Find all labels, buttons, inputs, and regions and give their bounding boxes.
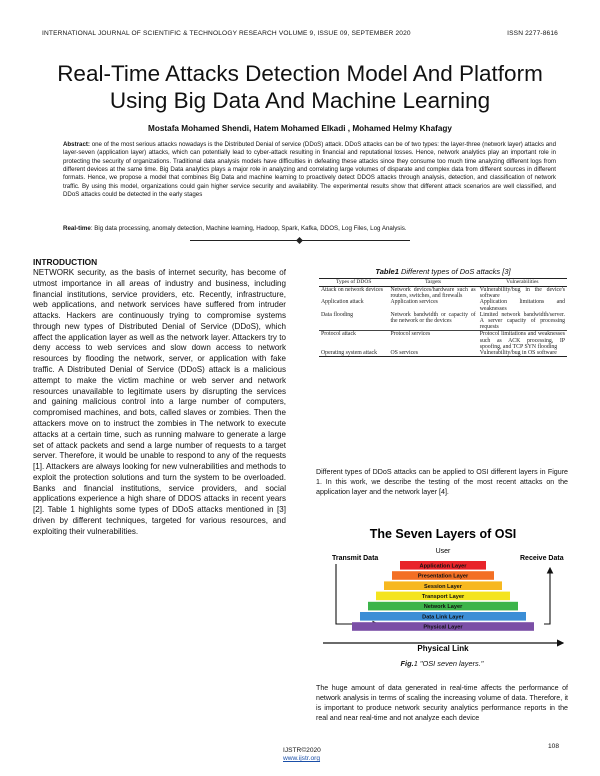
- table-cell: Protocol services: [388, 331, 477, 350]
- figure-caption: [316, 659, 568, 668]
- table-cell: Attack on network devices: [321, 287, 383, 293]
- table-header-cell: Targets: [388, 279, 477, 287]
- table-cell: Network bandwidth or capacity of the network or the devices: [390, 311, 476, 325]
- table-cell: OS services: [388, 350, 477, 357]
- table-header-cell: Vulnerabilities: [478, 279, 567, 287]
- osi-layer-label: Network Layer: [423, 604, 463, 611]
- abstract-text: one of the most serious attacks nowadays is the Distributed Denial of service (DDoS) attack. DDoS attacks can be of two types: the layer-three (network layer) attacks and layer-seven (application layer) attacks, which can potentially lead to cyber-attack resulting in financial and reputational losses. Hence, network analytics play an important role in protecting the security of organizations. Traditional data analysis models have difficulties in defeating these attacks since they consume too much time analyzing different logs from different devices at the same time. Big Data analytics plays a major role in analyzing and correlating large volumes of disparate and complex data from different sources in different formats. Hence, we propose a model that combines Big Data and machine learning to proactively detect DDOS attacks through analysis, detection, and classification of network traffic. By using this model, organizations could gain higher service security and availability. The experimental results show that different attack scenarios are well classified, and DDoS attacks could be detected in the early stages: [63, 141, 556, 199]
- table-row: [319, 331, 567, 350]
- osi-transmit-label: Transmit Data: [332, 555, 379, 562]
- osi-layer-label: Presentation Layer: [417, 573, 469, 580]
- osi-layer-label: Session Layer: [424, 583, 462, 590]
- table-row: [319, 312, 567, 331]
- table-cell: Limited network bandwidth/server. A server capacity of processing requests: [479, 311, 565, 331]
- osi-layer-label: Data Link Layer: [422, 614, 464, 621]
- journal-name: INTERNATIONAL JOURNAL OF SCIENTIFIC & TECHNOLOGY RESEARCH VOLUME 9, ISSUE 09, SEPTEMBER 2020: [42, 30, 411, 37]
- table-cell: Data flooding: [321, 311, 354, 318]
- keywords: [63, 225, 556, 232]
- osi-user-label: User: [435, 548, 451, 555]
- figure-caption-label: Fig.: [400, 659, 414, 668]
- osi-layer-label: Application Layer: [419, 563, 467, 570]
- ddos-types-table: [319, 278, 567, 357]
- table-caption-text: Different types of DoS attacks [3]: [398, 267, 511, 276]
- abstract-label: Abstract:: [63, 141, 90, 148]
- osi-layer-label: Physical Layer: [423, 624, 463, 631]
- osi-layer-stack: [352, 561, 534, 631]
- table-cell: Protocol limitations and weaknesses such as ACK processing, IP spoofing, and TCP SYN flooding: [479, 331, 565, 350]
- table-cell: Operating system attack: [319, 350, 388, 357]
- osi-receive-label: Receive Data: [520, 555, 564, 562]
- page-number: 108: [548, 743, 560, 750]
- abstract: [63, 141, 556, 199]
- intro-body: NETWORK security, as the basis of internet security, has become of utmost importance in all areas of industry and business, including financial institutions, service providers, etc. Recently, infrastructure, web applications, and network services have suffered from intruder attacks. Hackers are continuously trying to compromise systems through new types of Distributed Denial of Service (DDoS), which affect the application layer as well as the network layer. Attackers try to deny access to web services and slow down access to network resources by flooding the network, server, or application with fake traffic. A Distributed Denial of Service (DDoS) attack is a malicious attempt to make the victim machine or web server and network resources unavailable to legitimate users by disrupting the services and gaining malicious control into a large number of computers, compromised machines, and bots, called slaves or zombies. Then the attackers move on to instruct the zombies in The network to execute attacks at a certain time, such as running malware to generate a large set of attack packets and send a large number of requests to a target server. Therefore, it would be unable to respond to any of the requests [1]. Attackers are always looking for new vulnerabilities and methods to exploit the protection solutions and turn the system to be overloaded. Banks and financial institutions, service providers, and social applications experience a high share of DDOS attacks in recent years [2]. Table 1 highlights some types of DDoS attacks mentioned in [3] driven by different techniques, targeted for various resources, and exploiting their vulnerabilities.: [33, 268, 286, 536]
- receive-arrow: [544, 568, 550, 624]
- figure-caption-text: 1 "OSI seven layers.": [413, 659, 484, 668]
- table-cell: Application limitations and weaknesses: [479, 299, 565, 312]
- footer-url[interactable]: www.ijstr.org: [283, 755, 321, 762]
- table-header-cell: Types of DDOS: [319, 279, 388, 287]
- osi-title: The Seven Layers of OSI: [369, 527, 517, 541]
- keywords-text: : Big data processing, anomaly detection, Machine learning, Hadoop, Spark, Kafka, DDOS, Log Files, Log Analysis.: [90, 225, 407, 232]
- table-header-row: [319, 279, 567, 287]
- paragraph-osi-intro: Different types of DDoS attacks can be applied to OSI different layers in Figure 1. In this work, we describe the testing of the most recent attacks on the application layer and the network layer [4].: [316, 468, 568, 497]
- table-row: [319, 299, 567, 311]
- table-cell: Network devices/hardware such as routers, switches, and firewalls: [390, 287, 476, 300]
- table-cell: Vulnerability/bug in the device's software: [479, 287, 565, 300]
- table-caption: [318, 267, 568, 276]
- running-header: [42, 30, 558, 42]
- title-line-2: Using Big Data And Machine Learning: [109, 88, 491, 113]
- title-line-1: Real-Time Attacks Detection Model And Platform: [57, 61, 543, 86]
- table-row: [319, 350, 567, 357]
- paragraph-realtime: The huge amount of data generated in real-time affects the performance of network analysis in terms of scaling the increasing volume of data. Therefore, it is important to produce network security analytics performance reports in the real and near real-time and not analyze each device: [316, 684, 568, 723]
- table-cell: Vulnerability/bug in OS software: [478, 350, 567, 357]
- footer: [283, 747, 321, 763]
- footer-copyright: IJSTR©2020: [283, 747, 321, 754]
- section-divider: [190, 237, 410, 245]
- paper-title: [30, 60, 570, 114]
- osi-layer-label: Transport Layer: [421, 594, 465, 600]
- table-cell: Application attack: [321, 299, 364, 306]
- authors: Mostafa Mohamed Shendi, Hatem Mohamed Elkadi , Mohamed Helmy Khafagy: [148, 124, 452, 133]
- issn: ISSN 2277-8616: [507, 30, 558, 37]
- table-row: [319, 287, 567, 300]
- keywords-label: Real-time: [63, 225, 91, 232]
- table-cell: Protocol attack: [319, 331, 388, 350]
- intro-heading: INTRODUCTION: [33, 257, 98, 267]
- physical-link-label: Physical Link: [417, 644, 469, 653]
- divider-diamond: [296, 237, 303, 244]
- osi-diagram: [318, 524, 568, 654]
- table-cell: Application services: [390, 299, 438, 306]
- table-caption-label: Table1: [375, 267, 399, 276]
